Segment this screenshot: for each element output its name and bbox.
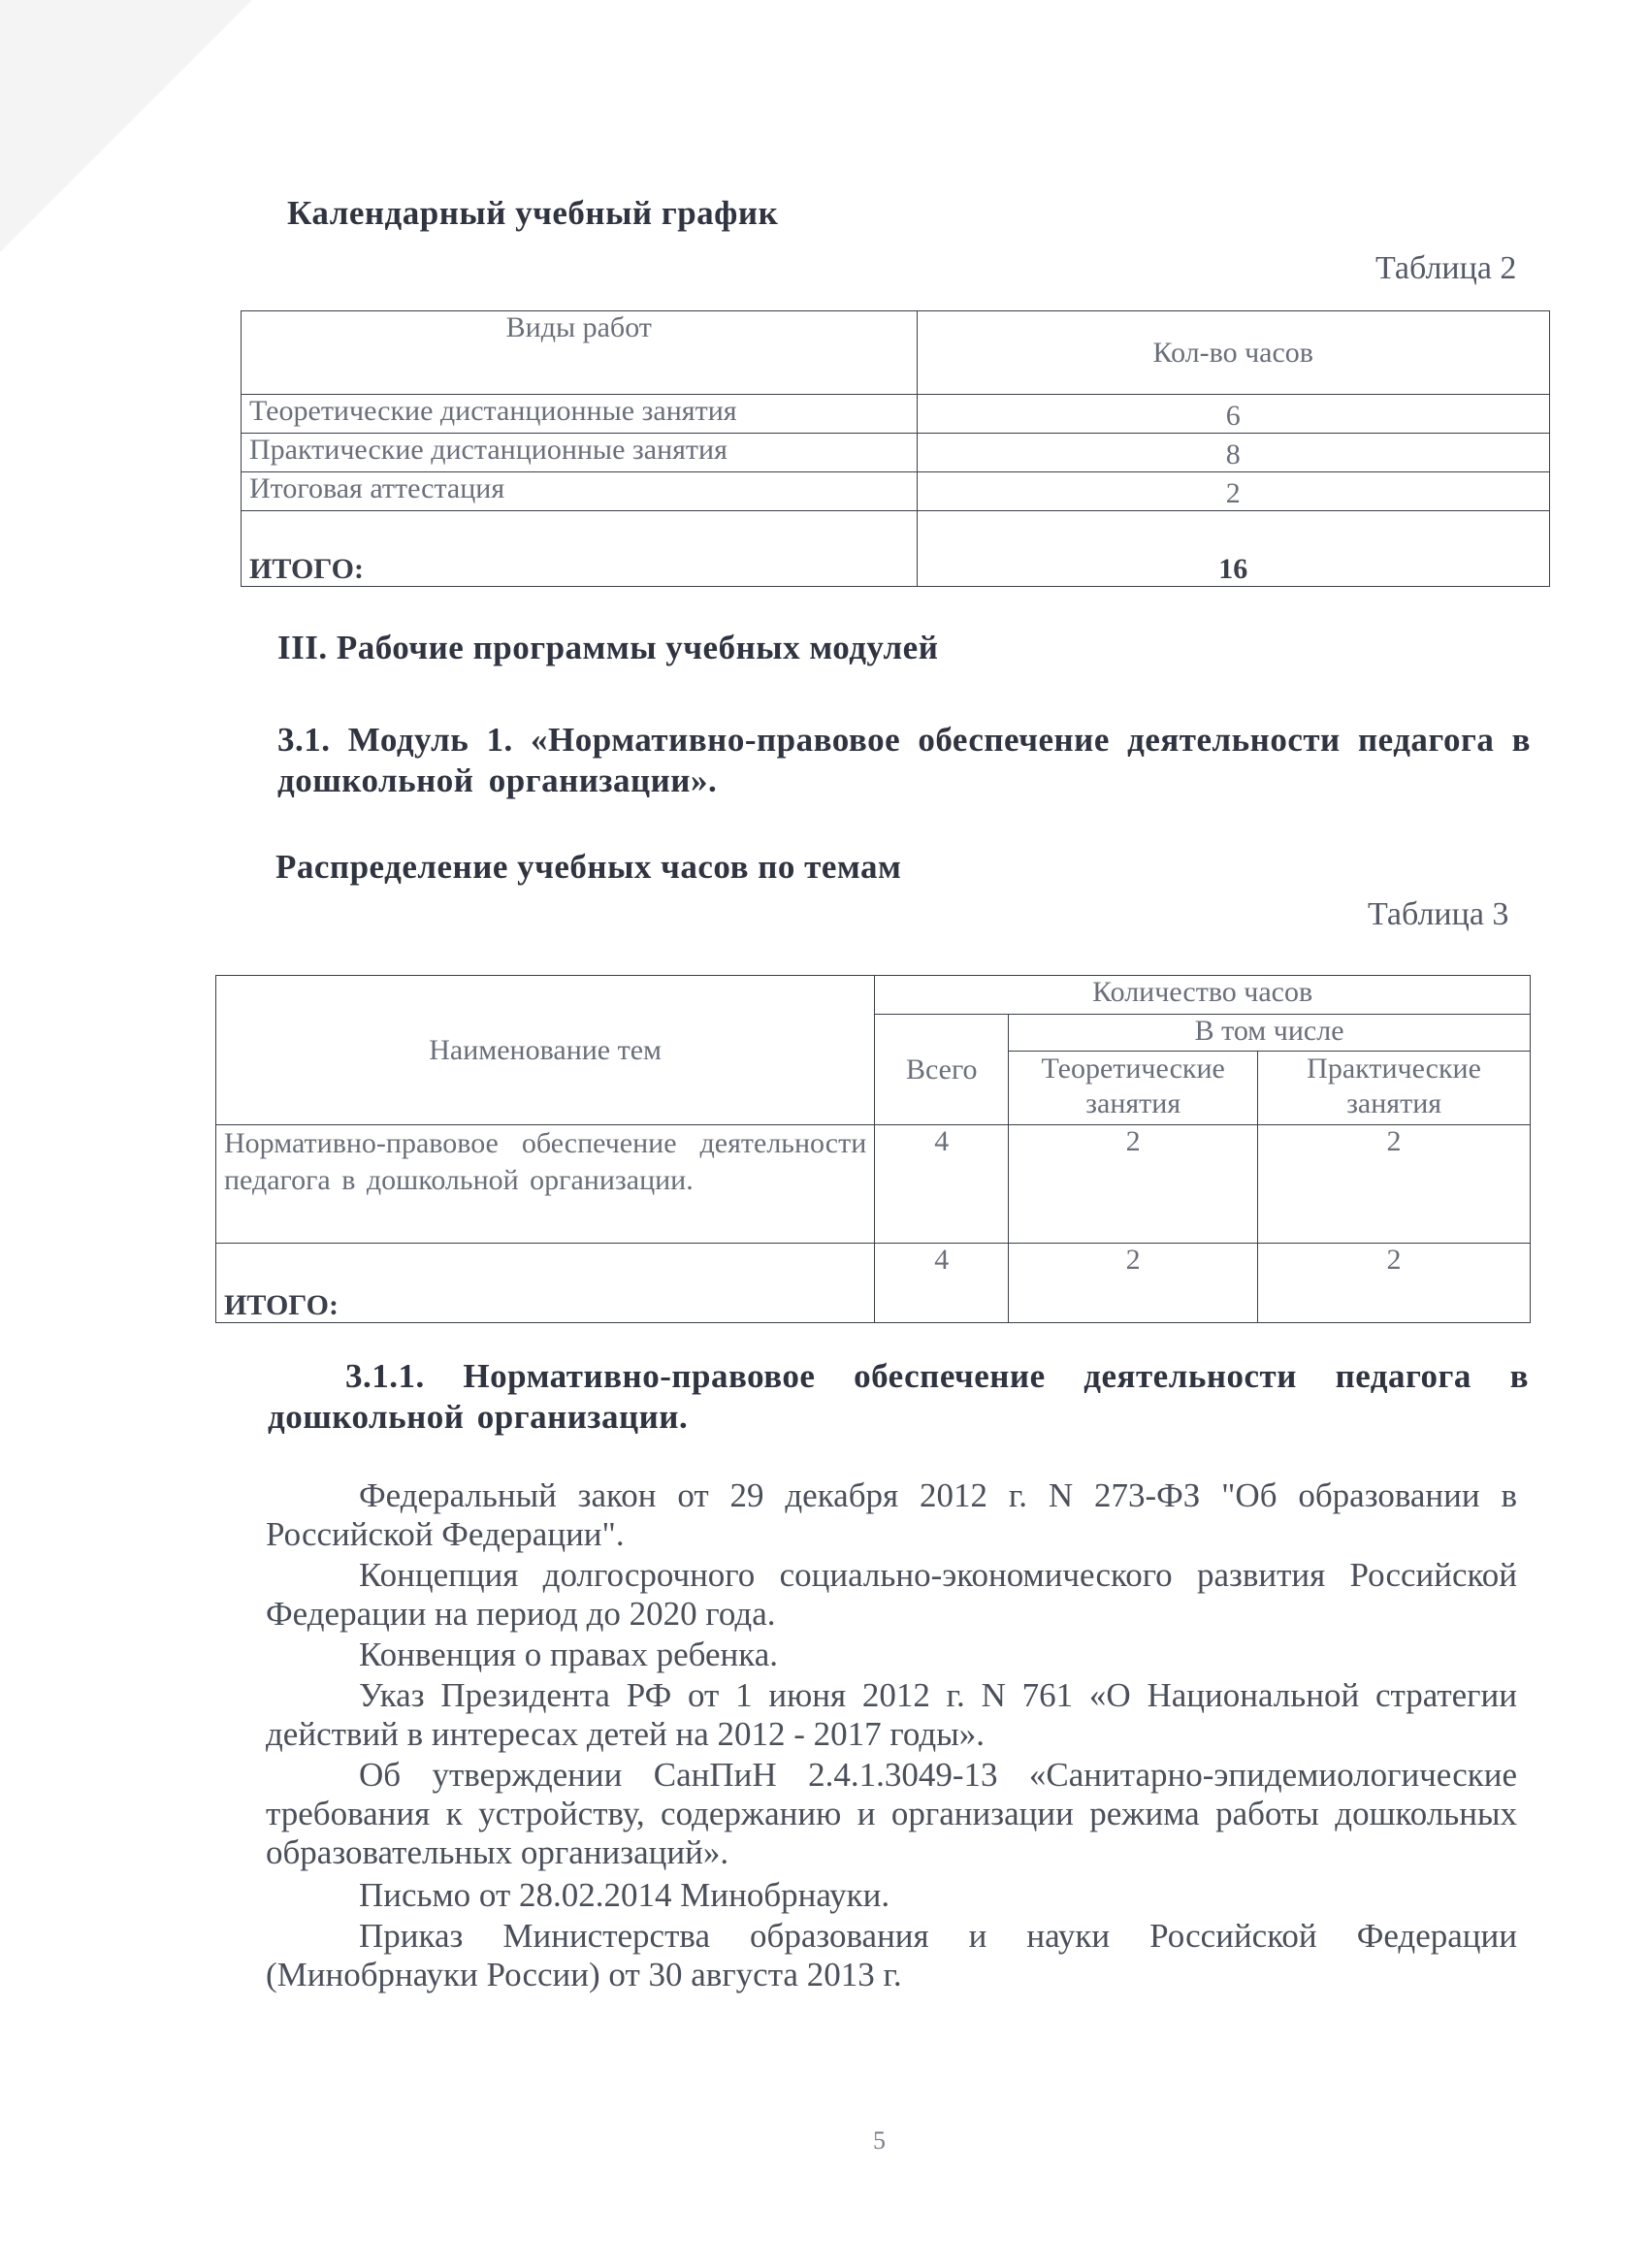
paragraph-text: Приказ Министерства образования и науки Российской Федерации (Минобрнауки России) от 30 августа 2013 г. <box>266 1917 1517 1993</box>
paragraph-convention <box>266 1636 1517 1674</box>
table-row <box>242 472 1550 511</box>
paragraph-federal-law <box>266 1476 1517 1554</box>
total-practice: 2 <box>1258 1244 1531 1323</box>
header-hours-count: Количество часов <box>875 976 1531 1015</box>
paragraph-decree <box>266 1676 1517 1754</box>
row-label: Практические дистанционные занятия <box>242 434 918 472</box>
calendar-schedule-table <box>241 310 1550 587</box>
topic-theory: 2 <box>1009 1125 1258 1244</box>
row-label: Теоретические дистанционные занятия <box>242 395 918 434</box>
row-hours: 8 <box>917 434 1549 472</box>
paragraph-concept <box>266 1556 1517 1634</box>
header-hours: Кол-во часов <box>917 311 1549 395</box>
paragraph-text: Федеральный закон от 29 декабря 2012 г. N 273-ФЗ "Об образовании в Российской Федерации". <box>266 1476 1517 1553</box>
header-total: Всего <box>875 1015 1009 1125</box>
calendar-schedule-heading: Календарный учебный график <box>287 194 779 232</box>
page-corner-fold <box>0 0 252 252</box>
table-row <box>242 395 1550 434</box>
header-topic: Наименование тем <box>216 976 875 1125</box>
paragraph-text: Об утверждении СанПиН 2.4.1.3049-13 «Санитарно-эпидемиологические требования к устройству, содержанию и организации режима работы дошкольных образовательных организаций». <box>266 1756 1517 1871</box>
table-2-caption: Таблица 2 <box>1375 250 1517 286</box>
table-total-row <box>216 1244 1531 1323</box>
paragraph-text: Указ Президента РФ от 1 июня 2012 г. N 761 «О Национальной стратегии действий в интересах детей на 2012 - 2017 годы». <box>266 1676 1517 1753</box>
module-1-heading: 3.1. Модуль 1. «Нормативно-правовое обеспечение деятельности педагога в дошкольной организации». <box>277 721 1531 799</box>
topic-practice: 2 <box>1258 1125 1531 1244</box>
row-hours: 6 <box>917 395 1549 434</box>
paragraph-text: Концепция долгосрочного социально-экономического развития Российской Федерации на период до 2020 года. <box>266 1556 1517 1633</box>
table-row <box>216 1125 1531 1244</box>
row-hours: 2 <box>917 472 1549 511</box>
table-row <box>242 434 1550 472</box>
topic-total: 4 <box>875 1125 1009 1244</box>
table-header-row <box>242 311 1550 395</box>
header-work-types: Виды работ <box>242 311 918 395</box>
paragraph-order <box>266 1917 1517 1994</box>
paragraph-sanpin <box>266 1756 1517 1872</box>
work-programs-heading: III. Рабочие программы учебных модулей <box>277 629 939 666</box>
paragraph-text: Конвенция о правах ребенка. <box>359 1636 778 1673</box>
header-theory: Теоретические занятия <box>1009 1052 1258 1125</box>
paragraph-text: Письмо от 28.02.2014 Минобрнауки. <box>359 1876 890 1914</box>
header-including: В том числе <box>1009 1015 1531 1052</box>
table-3-caption: Таблица 3 <box>1368 896 1509 932</box>
total-total: 4 <box>875 1244 1009 1323</box>
page-number: 5 <box>873 2126 886 2155</box>
total-value: 16 <box>917 511 1549 587</box>
header-practice: Практические занятия <box>1258 1052 1531 1125</box>
row-label: Итоговая аттестация <box>242 472 918 511</box>
subsection-3-1-1-heading: 3.1.1. Нормативно-правовое обеспечение деятельности педагога в дошкольной организации. <box>268 1357 1529 1436</box>
paragraph-letter <box>266 1876 1517 1915</box>
total-theory: 2 <box>1009 1244 1258 1323</box>
total-label: ИТОГО: <box>242 511 918 587</box>
hours-distribution-heading: Распределение учебных часов по темам <box>275 848 902 886</box>
total-label: ИТОГО: <box>216 1244 875 1323</box>
hours-distribution-table <box>215 975 1531 1323</box>
table-total-row <box>242 511 1550 587</box>
topic-name: Нормативно-правовое обеспечение деятельности педагога в дошкольной организации. <box>216 1125 875 1244</box>
